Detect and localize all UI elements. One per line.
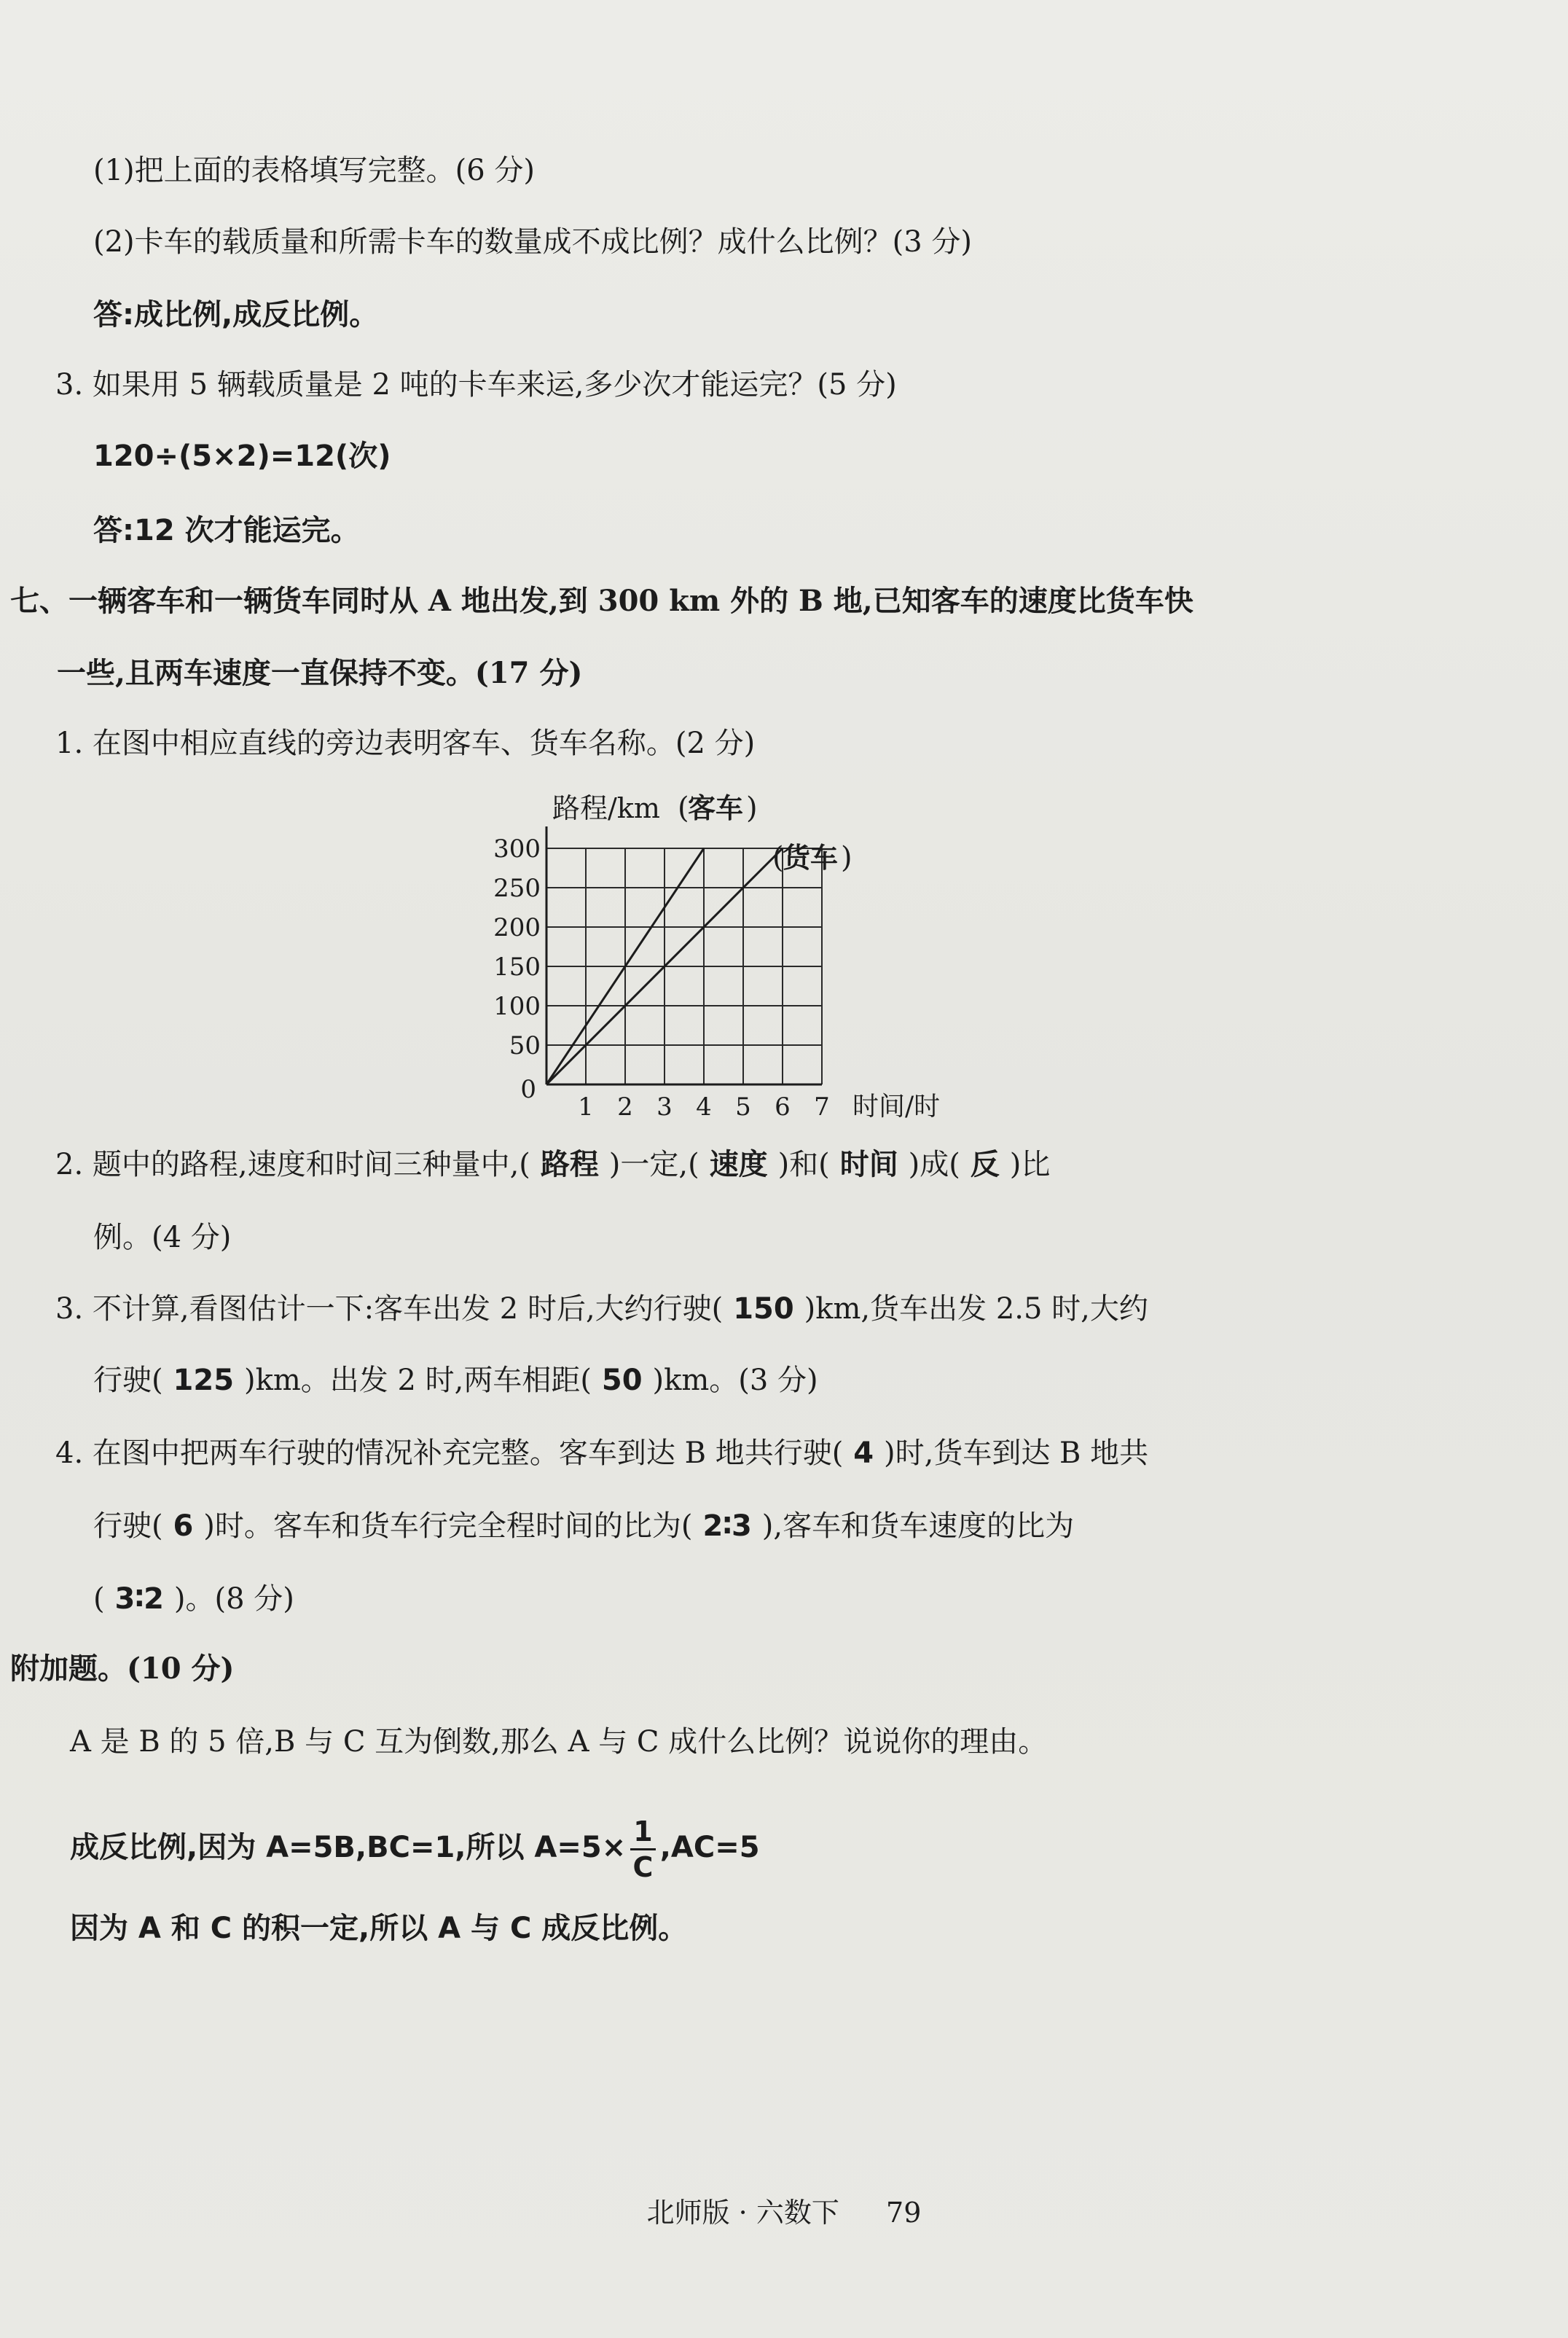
q4-line2: 行驶( 6 )时。客车和货车行完全程时间的比为( 2∶3 ),客车和货车速度的比为 (93, 1509, 1075, 1543)
answer-4: 4 (843, 1436, 884, 1470)
answer-shijian: 时间 (829, 1148, 909, 1181)
q3-line2: 行驶( 125 )km。出发 2 时,两车相距( 50 )km。(3 分) (93, 1364, 818, 1397)
keche-paren-close: ) (746, 791, 758, 825)
bonus-question: A 是 B 的 5 倍,B 与 C 互为倒数,那么 A 与 C 成什么比例？说说你的理由。 (70, 1725, 1048, 1759)
huoche-paren-open: ( (772, 841, 784, 875)
bonus-title: 附加题。(10 分) (10, 1651, 235, 1686)
answer-fan: 反 (960, 1148, 1010, 1181)
huoche-label: 货车 (783, 842, 839, 874)
huoche-paren-close: ) (841, 841, 852, 875)
section-7-title: 七、一辆客车和一辆货车同时从 A 地出发,到 300 km 外的 B 地,已知客车的速度比货车快 (10, 584, 1193, 618)
x-tick-label: 1 (578, 1092, 594, 1122)
chart-grid (546, 848, 822, 1084)
fraction-1-over-c: $\frac{1}{C}$ (630, 1818, 655, 1881)
x-tick-label: 3 (656, 1092, 673, 1122)
chart-ticks (493, 834, 830, 1122)
x-tick-label: 2 (617, 1092, 633, 1122)
y-tick-label: 50 (509, 1031, 541, 1060)
keche-label: 客车 (688, 792, 744, 824)
y-tick-label: 200 (493, 913, 541, 942)
y-tick-label: 100 (493, 992, 541, 1021)
q4-line1: 4. 在图中把两车行驶的情况补充完整。客车到达 B 地共行驶( 4 )时,货车到达 B 地共 (55, 1436, 1149, 1470)
answer-luchen: 路程 (530, 1148, 609, 1181)
x-tick-label: 6 (775, 1092, 791, 1122)
x-tick-label: 7 (814, 1092, 830, 1122)
q2-line2: 例。(4 分) (93, 1221, 232, 1254)
answer-3-2: 3∶2 (104, 1582, 174, 1616)
section-7-title-cont: 一些,且两车速度一直保持不变。(17 分) (57, 656, 583, 690)
q2-line1: 2. 题中的路程,速度和时间三种量中,( 路程 )一定,( 速度 )和( 时间 )成( 反 )比 (55, 1148, 1051, 1181)
q4-line3: ( 3∶2 )。(8 分) (93, 1582, 294, 1616)
answer-calc: 120÷(5×2)=12(次) (93, 439, 391, 473)
distance-time-chart (466, 787, 962, 1137)
page-footer (0, 2190, 1568, 2230)
x-tick-label: 5 (735, 1092, 751, 1122)
y-tick-label: 300 (493, 834, 541, 864)
answer-times: 答:12 次才能运完。 (93, 514, 360, 547)
q-proportion: (2)卡车的载质量和所需卡车的数量成不成比例？成什么比例？(3 分) (93, 225, 973, 259)
q-table-fill: (1)把上面的表格填写完整。(6 分) (93, 154, 536, 187)
answer-150: 150 (723, 1292, 804, 1326)
origin-label: 0 (520, 1075, 536, 1104)
answer-125: 125 (162, 1364, 244, 1397)
answer-6: 6 (162, 1509, 204, 1543)
bonus-answer-2: 因为 A 和 C 的积一定,所以 A 与 C 成反比例。 (70, 1912, 688, 1945)
x-tick-label: 4 (696, 1092, 712, 1122)
answer-2-3: 2∶3 (692, 1509, 762, 1543)
x-axis-label: 时间/时 (852, 1092, 941, 1122)
keche-paren-open: ( (678, 791, 689, 825)
y-tick-label: 150 (493, 953, 541, 982)
q1-label-lines: 1. 在图中相应直线的旁边表明客车、货车名称。(2 分) (55, 727, 756, 760)
answer-50: 50 (591, 1364, 653, 1397)
answer-sudu: 速度 (699, 1148, 778, 1181)
q3-trucks: 3. 如果用 5 辆载质量是 2 吨的卡车来运,多少次才能运完？(5 分) (55, 368, 897, 402)
footer-edition: 北师版 · 六数下 (646, 2197, 839, 2229)
page-number: 79 (886, 2197, 922, 2229)
answer-proportion: 答:成比例,成反比例。 (93, 298, 379, 332)
q3-line1: 3. 不计算,看图估计一下:客车出发 2 时后,大约行驶( 150 )km,货车出发 2.5 时,大约 (55, 1292, 1148, 1326)
y-axis-label: 路程/km (552, 792, 660, 824)
bonus-answer-1: 成反比例,因为 A=5B,BC=1,所以 A=5× $\frac{1}{C}$ ,AC=5 (70, 1815, 760, 1883)
y-tick-label: 250 (493, 874, 541, 903)
